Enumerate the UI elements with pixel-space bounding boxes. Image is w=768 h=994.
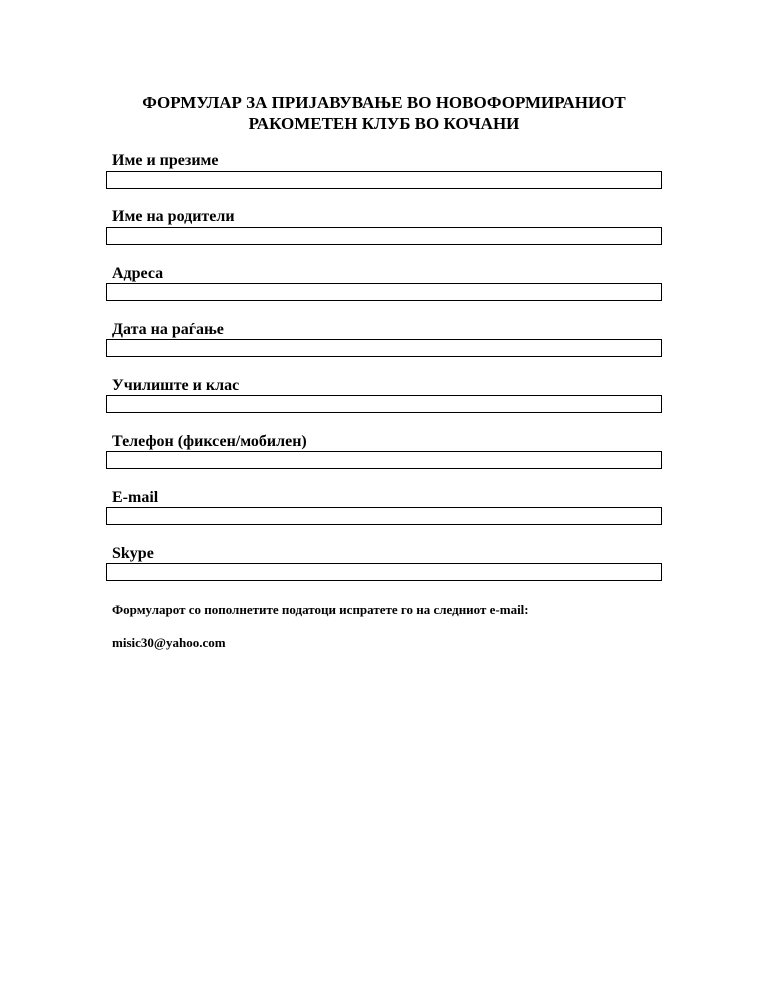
full-name-label: Име и презиме <box>112 152 219 169</box>
birth-date-input[interactable] <box>106 339 662 357</box>
submission-instructions: Формуларот со пополнетите податоци испратете го на следниот e-mail: <box>112 602 529 617</box>
school-class-input[interactable] <box>106 395 662 413</box>
email-label: E-mail <box>112 489 159 506</box>
address-label: Адреса <box>112 265 164 282</box>
phone-label: Телефон (фиксен/мобилен) <box>112 433 307 450</box>
skype-label: Skype <box>112 545 154 562</box>
full-name-input[interactable] <box>106 171 662 189</box>
parents-name-input[interactable] <box>106 227 662 245</box>
address-input[interactable] <box>106 283 662 301</box>
contact-email: misic30@yahoo.com <box>112 635 226 650</box>
form-title-line2: РАКОМЕТЕН КЛУБ ВО КОЧАНИ <box>248 114 520 133</box>
birth-date-label: Дата на раѓање <box>112 321 224 338</box>
form-title-line1: ФОРМУЛАР ЗА ПРИЈАВУВАЊЕ ВО НОВОФОРМИРАНИОТ <box>142 93 626 112</box>
school-class-label: Училиште и клас <box>112 377 240 394</box>
skype-input[interactable] <box>106 563 662 581</box>
parents-name-label: Име на родители <box>112 208 235 225</box>
email-input[interactable] <box>106 507 662 525</box>
phone-input[interactable] <box>106 451 662 469</box>
